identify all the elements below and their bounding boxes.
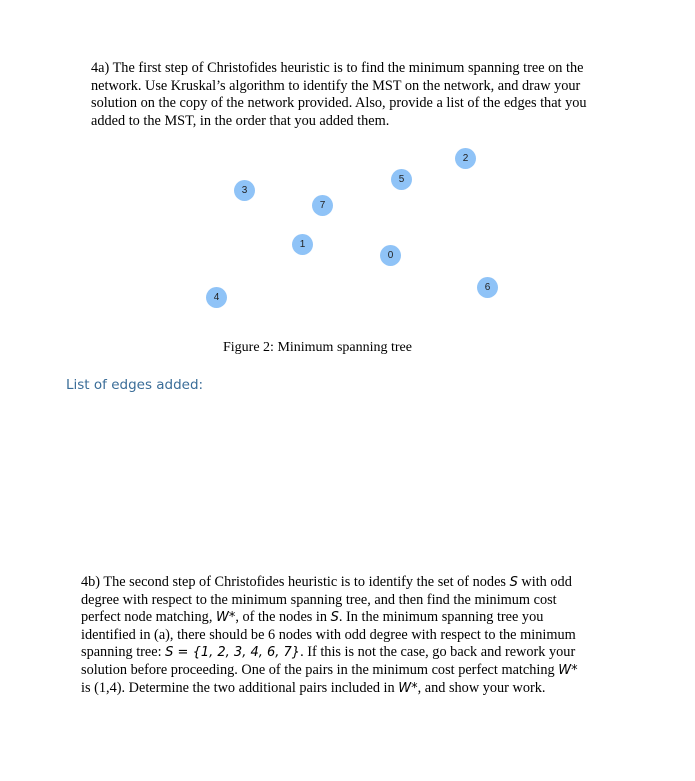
graph-node-0[interactable]: 0 — [380, 245, 401, 266]
matching-w-symbol: W* — [215, 610, 236, 626]
graph-node-4[interactable]: 4 — [206, 287, 227, 308]
question-4b-line: degree with respect to the minimum spanning tree, and then find the minimum cost — [81, 591, 557, 608]
question-4b-line: 4b) The second step of Christofides heuristic is to identify the set of nodes S with odd — [81, 574, 572, 590]
question-4a-line: solution on the copy of the network provided. Also, provide a list of the edges that you — [91, 95, 587, 112]
set-s-symbol: S — [509, 575, 518, 590]
graph-node-5[interactable]: 5 — [391, 169, 412, 190]
graph-node-7[interactable]: 7 — [312, 195, 333, 216]
graph-node-3[interactable]: 3 — [234, 180, 255, 201]
question-4b — [81, 574, 617, 697]
question-4a-line: 4a) The first step of Christofides heuristic is to find the minimum spanning tree on the — [91, 60, 584, 76]
question-4b-line: is (1,4). Determine the two additional pairs included in W*, and show your work. — [81, 679, 546, 696]
question-4b-line: solution before proceeding. One of the pairs in the minimum cost perfect matching W* — [81, 661, 578, 678]
question-4b-line: identified in (a), there should be 6 nodes with odd degree with respect to the minimum — [81, 626, 576, 643]
question-4a — [91, 60, 635, 130]
graph-node-6[interactable]: 6 — [477, 277, 498, 298]
graph-node-2[interactable]: 2 — [455, 148, 476, 169]
graph-node-1[interactable]: 1 — [292, 234, 313, 255]
question-4b-line: spanning tree: S = {1, 2, 3, 4, 6, 7}. If this is not the case, go back and rework your — [81, 644, 576, 661]
set-s-symbol: S — [330, 610, 339, 626]
figure-caption: Figure 2: Minimum spanning tree — [223, 340, 412, 355]
question-4a-line: added to the MST, in the order that you added them. — [91, 112, 390, 129]
matching-w-symbol: W* — [558, 662, 578, 678]
question-4a-line: network. Use Kruskal’s algorithm to identify the MST on the network, and draw your — [91, 77, 581, 94]
network-graph — [0, 140, 695, 310]
edges-list-label: List of edges added: — [66, 377, 204, 393]
odd-degree-set: S = {1, 2, 3, 4, 6, 7} — [165, 645, 301, 661]
question-4b-line: perfect node matching, W*, of the nodes in S. In the minimum spanning tree you — [81, 609, 544, 626]
matching-w-symbol: W* — [398, 680, 418, 696]
